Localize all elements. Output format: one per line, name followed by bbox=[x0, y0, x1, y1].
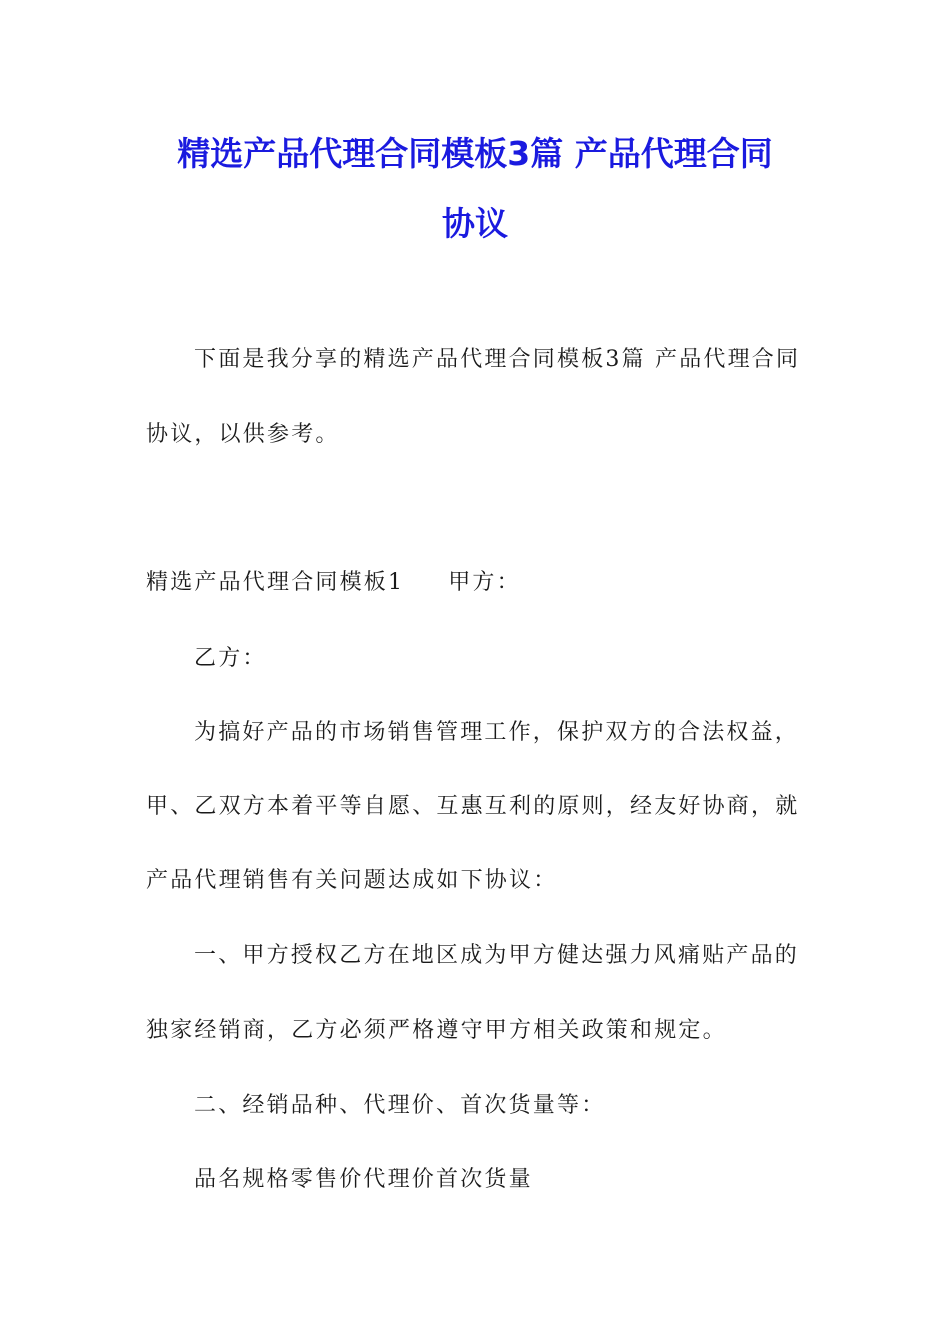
preamble-line-2: 甲、乙双方本着平等自愿、互惠互利的原则，经友好协商，就 bbox=[146, 794, 800, 819]
contract-heading-row bbox=[146, 568, 521, 598]
party-b-label: 乙方： bbox=[194, 646, 267, 671]
clause-1-line-2: 独家经销商，乙方必须严格遵守甲方相关政策和规定。 bbox=[146, 1018, 727, 1043]
clause-2: 二、经销品种、代理价、首次货量等： bbox=[194, 1093, 606, 1118]
intro-line-1: 下面是我分享的精选产品代理合同模板3篇 产品代理合同 bbox=[194, 347, 801, 372]
document-title-line-2: 协议 bbox=[442, 204, 508, 243]
clause-1-line-1: 一、甲方授权乙方在地区成为甲方健达强力风痛贴产品的 bbox=[194, 943, 800, 968]
preamble-line-1: 为搞好产品的市场销售管理工作，保护双方的合法权益， bbox=[194, 720, 800, 745]
party-a-label: 甲方： bbox=[448, 570, 521, 595]
product-table-header: 品名规格零售价代理价首次货量 bbox=[194, 1167, 533, 1192]
contract-heading: 精选产品代理合同模板1 bbox=[146, 570, 405, 595]
document-title-line-1: 精选产品代理合同模板3篇 产品代理合同 bbox=[177, 134, 773, 173]
intro-line-2: 协议，以供参考。 bbox=[146, 422, 340, 447]
preamble-line-3: 产品代理销售有关问题达成如下协议： bbox=[146, 868, 558, 893]
